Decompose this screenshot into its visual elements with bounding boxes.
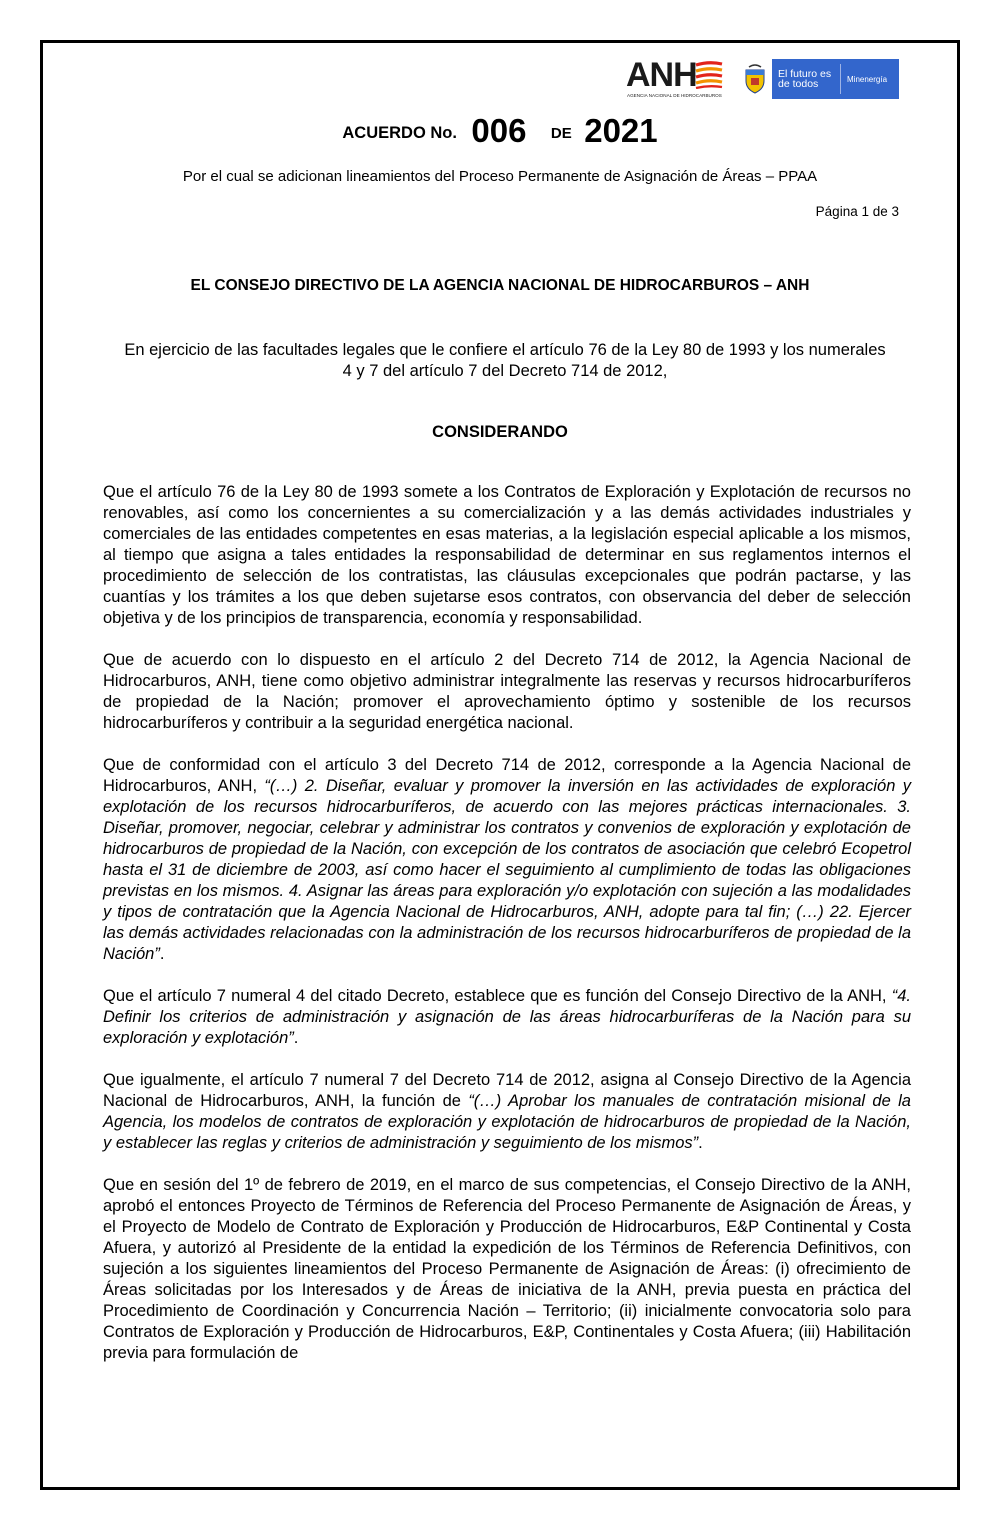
paragraph-decreto-art-2: Que de acuerdo con lo dispuesto en el artículo 2 del Decreto 714 de 2012, la Agencia Nacional de Hidrocarburos, ANH, tiene como objetivo administrar integralmente las reservas y recursos hidrocarburíferos de propiedad de la Nación; promover el aprovechamiento óptimo y sostenible de los recursos hidrocarburíferos y contribuir a la seguridad energética nacional. xyxy=(103,651,911,732)
paragraph-tail: . xyxy=(698,1134,703,1152)
document-body xyxy=(103,482,911,1385)
header-logos xyxy=(626,58,899,100)
preamble-text: En ejercicio de las facultades legales que le confiere el artículo 76 de la Ley 80 de 1993 y los numerales 4 y 7 del artículo 7 del Decreto 714 de 2012, xyxy=(124,341,886,380)
paragraph-lead: Que igualmente, el artículo 7 numeral 7 del Decreto 714 de 2012, asigna al Consejo Directivo de la Agencia Nacional de Hidrocarburos, ANH, la función de xyxy=(103,1071,911,1110)
acuerdo-label: ACUERDO No. xyxy=(342,124,457,142)
paragraph-lead: Que el artículo 7 numeral 4 del citado Decreto, establece que es función del Consejo Directivo de la ANH, xyxy=(103,987,892,1005)
ministry-logo-text: Minenergía xyxy=(847,74,888,84)
de-label: DE xyxy=(550,125,572,142)
paragraph-ley-80: Que el artículo 76 de la Ley 80 de 1993 somete a los Contratos de Exploración y Explotación de recursos no renovables, así como los concernientes a su comercialización y a las demás actividades industriales y comerciales de las entidades competentes en esas materias, a la legislación especial aplicable a los mismos, al tiempo que asigna a tales entidades la responsabilidad de determinar en sus reglamentos internos el procedimiento de selección de los contratistas, las cláusulas excepcionales que podrán pactarse, y las cuantías y los trámites a los que deben sujetarse esos contratos, con observancia del deber de selección objetiva y de los principios de transparencia, economía y responsabilidad. xyxy=(103,483,911,627)
paragraph-tail: . xyxy=(293,1029,299,1047)
quoted-text: “(…) Aprobar los manuales de contratación misional de la Agencia, los modelos de contratos de exploración y explotación de hidrocarburos de propiedad de la Nación, y establecer las reglas y criterios de administración y seguimiento de los mismos” xyxy=(103,1092,911,1152)
government-logo xyxy=(738,59,899,99)
paragraph-sesion-2019: Que en sesión del 1º de febrero de 2019, en el marco de sus competencias, el Consejo Directivo de la ANH, aprobó el entonces Proyecto de Términos de Referencia del Proceso Permanente de Asignación de Áreas, y el Proyecto de Modelo de Contrato de Exploración y Producción de Hidrocarburos, E&P Continental y Costa Afuera, y autorizó al Presidente de la entidad la expedición de los Términos de Referencia Definitivos, con sujeción a los siguientes lineamientos del Proceso Permanente de Asignación de Áreas: (i) ofrecimiento de Áreas solicitadas por los Interesados y de Áreas de iniciativa de la ANH, previa puesta en práctica del Procedimiento de Coordinación y Concurrencia Nación – Territorio; (ii) inicialmente convocatoria solo para Contratos de Exploración y Producción de Hidrocarburos, E&P, Continentales y Costa Afuera; (iii) Habilitación previa para formulación de xyxy=(103,1176,911,1362)
council-title: EL CONSEJO DIRECTIVO DE LA AGENCIA NACIONAL DE HIDROCARBUROS – ANH xyxy=(190,277,810,294)
paragraph-numeral-4 xyxy=(103,986,911,1049)
logo-divider xyxy=(840,64,841,94)
acuerdo-heading xyxy=(0,112,1000,150)
quoted-text: “4. Definir los criterios de administración y asignación de las áreas hidrocarburíferas de la Nación para su exploración y explotación” xyxy=(103,987,911,1047)
considerando-heading: CONSIDERANDO xyxy=(432,423,568,441)
acuerdo-number: 006 xyxy=(471,112,527,149)
anh-logo xyxy=(626,58,724,100)
paragraph-numeral-7 xyxy=(103,1070,911,1154)
gov-logo-text: El futuro es de todos xyxy=(778,68,832,90)
anh-logo-text: ANH xyxy=(626,56,697,94)
acuerdo-year: 2021 xyxy=(584,112,658,149)
paragraph-tail: . xyxy=(159,945,165,963)
paragraph-lead: Que de conformidad con el artículo 3 del Decreto 714 de 2012, corresponde a la Agencia Nacional de Hidrocarburos, ANH, xyxy=(103,756,911,795)
document-subtitle: Por el cual se adicionan lineamientos del Proceso Permanente de Asignación de Áreas – PPAA xyxy=(182,168,818,185)
quoted-text: “(…) 2. Diseñar, evaluar y promover la inversión en las actividades de exploración y explotación de los recursos hidrocarburíferos, de acuerdo con las mejores prácticas internacionales. 3. Diseñar, promover, negociar, celebrar y administrar los contratos y convenios de exploración y explotación de hidrocarburos de propiedad de la Nación, con excepción de los contratos de asociación que celebró Ecopetrol hasta el 31 de diciembre de 2003, así como hacer el seguimiento al cumplimiento de todas las obligaciones previstas en los mismos. 4. Asignar las áreas para exploración y/o explotación con sujeción a las modalidades y tipos de contratación que la Agencia Nacional de Hidrocarburos, ANH, adopte para tal fin; (…) 22. Ejercer las demás actividades relacionadas con la administración de los recursos hidrocarburíferos de propiedad de la Nación” xyxy=(103,777,911,963)
coat-of-arms-icon xyxy=(738,59,772,99)
anh-logo-subtext: AGENCIA NACIONAL DE HIDROCARBUROS xyxy=(627,93,722,98)
flame-icon xyxy=(694,61,724,89)
page-number: Página 1 de 3 xyxy=(815,204,899,219)
paragraph-decreto-art-3 xyxy=(103,755,911,965)
